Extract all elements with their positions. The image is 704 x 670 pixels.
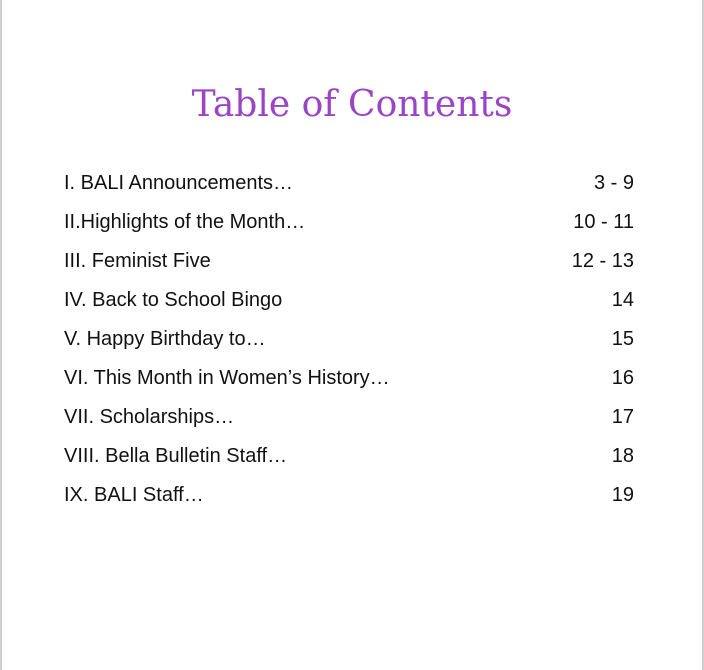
toc-entry — [64, 437, 638, 476]
toc-entry-pages: 3 - 9 — [593, 172, 634, 194]
toc-entry-label: I. BALI Announcements… — [64, 172, 294, 194]
toc-entry-label: IV. Back to School Bingo — [64, 289, 283, 311]
toc-entry-label: VIII. Bella Bulletin Staff… — [64, 445, 288, 467]
toc-entry — [64, 203, 638, 242]
toc-entry-pages: 19 — [611, 484, 634, 506]
toc-entry-label: VII. Scholarships… — [64, 406, 235, 428]
toc-entry-label: VI. This Month in Women’s History… — [64, 367, 390, 389]
toc-entry — [64, 242, 638, 281]
toc-entry-pages: 17 — [611, 406, 634, 428]
toc-entry-pages: 16 — [611, 367, 634, 389]
toc-entry — [64, 398, 638, 437]
toc-entry-pages: 10 - 11 — [573, 211, 634, 233]
toc-entry-pages: 14 — [611, 289, 634, 311]
toc-entry-label: II.Highlights of the Month… — [64, 211, 306, 233]
toc-entry-label: V. Happy Birthday to… — [64, 328, 266, 350]
page-title: Table of Contents — [191, 84, 513, 125]
toc-entry-label: III. Feminist Five — [64, 250, 211, 272]
toc-entry — [64, 320, 638, 359]
toc-entry-pages: 18 — [611, 445, 634, 467]
toc-entry-pages: 15 — [611, 328, 634, 350]
toc-entry — [64, 359, 638, 398]
toc-entry — [64, 476, 638, 515]
table-of-contents — [64, 164, 638, 515]
toc-entry-label: IX. BALI Staff… — [64, 484, 204, 506]
toc-entry-pages: 12 - 13 — [571, 250, 634, 272]
toc-entry — [64, 281, 638, 320]
toc-entry — [64, 164, 638, 203]
